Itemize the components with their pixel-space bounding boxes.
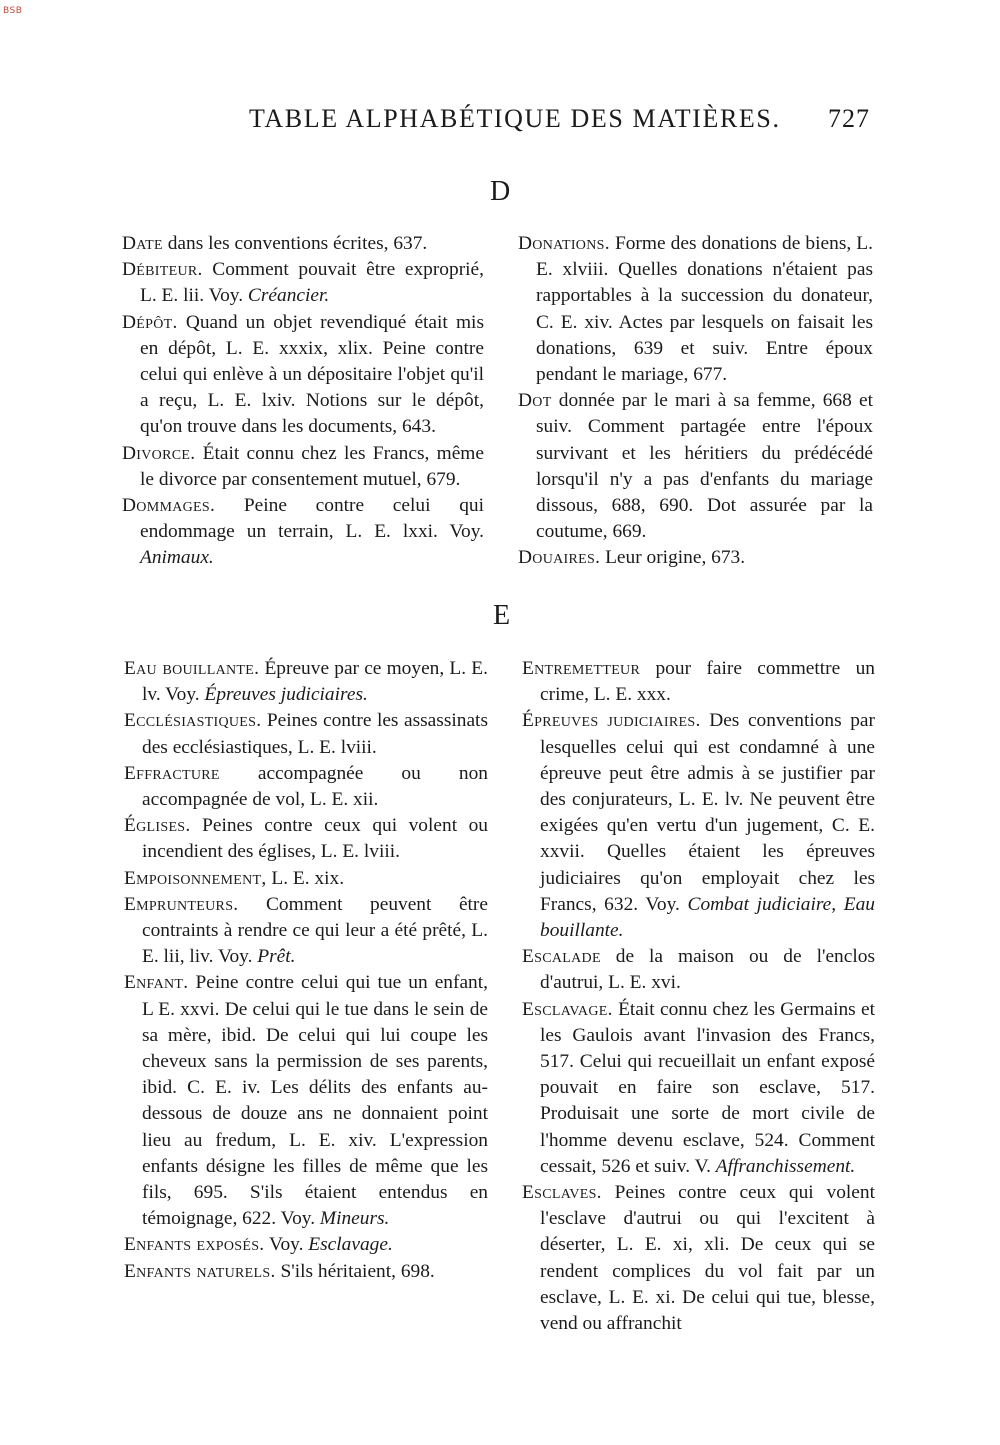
entry-head: Enfants exposés. xyxy=(124,1234,265,1256)
entry-crossref: Esclavage. xyxy=(308,1234,393,1256)
entry-text: Des conventions par lesquelles celui qui est condamné à une épreuve peut être admis à se justifier par des conjurateurs, L. E. lv. Ne peuvent être exigées qu'en vertu d'un jugement, C. E. xxvii. Quelles étaient les épreuves judiciaires qu'on employait chez les Francs, 632. Voy. xyxy=(540,710,875,915)
index-entry xyxy=(122,493,484,572)
entry-crossref: Animaux. xyxy=(140,547,214,569)
index-entry xyxy=(124,1232,488,1258)
entry-head: Esclavage. xyxy=(522,998,613,1020)
index-entry xyxy=(522,708,875,944)
entry-head: Enfants naturels. xyxy=(124,1260,276,1282)
entry-text: Voy. xyxy=(264,1234,309,1256)
entry-text: Quand un objet revendiqué était mis en dépôt, L. E. xxxix, xlix. Peine contre celui qui enlève à un dépositaire l'objet qu'il a reçu, L. E. lxiv. Notions sur le dépôt, qu'on trouve dans les documents, 643. xyxy=(140,311,484,438)
entry-text: Peines contre ceux qui volent ou incendient des églises, L. E. lviii. xyxy=(142,815,488,863)
index-entry xyxy=(122,257,484,309)
index-entry xyxy=(124,813,488,865)
index-entry xyxy=(522,997,875,1180)
entry-text: L. E. xix. xyxy=(266,867,345,889)
index-entry xyxy=(124,1259,488,1285)
entry-head: Dépôt. xyxy=(122,311,178,333)
entry-text: de la maison ou de l'enclos d'autrui, L. E. xvi. xyxy=(540,946,875,994)
entry-text: Peines contre ceux qui volent l'esclave d'autrui ou qui l'excitent à déserter, L. E. xi, xli. De ceux qui se rendent complices du vol fait par un esclave, L. E. xi. De celui qui tue, blesse, vend ou affranchit xyxy=(540,1182,875,1335)
entry-head: Entremetteur xyxy=(522,658,641,679)
entry-text: Était connu chez les Francs, même le divorce par consentement mutuel, 679. xyxy=(140,442,484,490)
entry-head: Empoisonnement, xyxy=(124,867,267,889)
entry-head: Date xyxy=(122,233,163,254)
entry-head: Emprunteurs. xyxy=(124,893,239,915)
entry-text: accompagnée ou non accompagnée de vol, L. E. xii. xyxy=(142,762,488,811)
entry-text: Peine contre celui qui tue un enfant, L E. xxvi. De celui qui le tue dans le sein de sa mère, ibid. De celui qui lui coupe les cheveux sans la permission de ses parents, ibid. C. E. iv. Les délits des enfants au-dessous de douze ans ne donnaient point lieu au fredum, L. E. xiv. L'expression enfants désigne les filles de même que les fils, 695. S'ils étaient entendus en témoignage, 622. Voy. xyxy=(142,972,488,1230)
entry-text: pour faire commettre un crime, L. E. xxx. xyxy=(540,658,875,706)
entry-crossref: Épreuves judiciaires. xyxy=(204,684,368,706)
index-entry xyxy=(522,1180,875,1337)
entry-text: Peine contre celui qui endommage un terrain, L. E. lxxi. Voy. xyxy=(140,495,484,543)
entry-head: Dommages. xyxy=(122,495,216,517)
entry-head: Esclaves. xyxy=(522,1182,602,1204)
index-entry xyxy=(124,761,488,813)
index-entry xyxy=(122,441,484,493)
entry-head: Effracture xyxy=(124,762,220,784)
entry-text: Était connu chez les Germains et les Gaulois avant l'invasion des Francs, 517. Celui qui recueillait un enfant exposé pouvait en faire son esclave, 517. Produisait une sorte de mort civile de l'homme devenu esclave, 524. Comment cessait, 526 et suiv. V. xyxy=(540,998,875,1177)
entry-crossref: Créancier. xyxy=(247,285,330,307)
entry-head: Ecclésiastiques. xyxy=(124,710,262,732)
entry-head: Églises. xyxy=(124,815,191,837)
index-entry xyxy=(522,656,875,708)
entry-text: Peines contre les assassinats des ecclésiastiques, L. E. lviii. xyxy=(142,710,488,758)
running-head: TABLE ALPHABÉTIQUE DES MATIÈRES. xyxy=(249,104,781,133)
column-e-right xyxy=(522,656,875,1337)
index-entry xyxy=(124,708,488,760)
entry-text: donnée par le mari à sa femme, 668 et suiv. Comment partagée entre l'époux survivant et les héritiers du prédécédé lorsqu'il n'y a pas d'enfants du mariage dissous, 688, 690. Dot assurée par la coutume, 669. xyxy=(536,390,873,543)
entry-head: Débiteur. xyxy=(122,259,203,281)
index-entry xyxy=(518,545,873,571)
entry-text: Épreuve par ce moyen, L. E. lv. Voy. xyxy=(142,658,488,706)
index-entry xyxy=(522,944,875,996)
column-e-left xyxy=(124,656,488,1285)
entry-text: Forme des donations de biens, L. E. xlviii. Quelles donations n'étaient pas rapportables à la succession du donateur, C. E. xiv. Actes par lesquels on faisait les donations, 639 et suiv. Entre époux pendant le mariage, 677. xyxy=(536,233,873,386)
index-entry xyxy=(122,231,484,257)
entry-crossref: Affranchissement. xyxy=(715,1155,856,1177)
entry-head: Douaires. xyxy=(518,547,601,569)
section-letter-e: E xyxy=(493,600,511,631)
index-entry xyxy=(124,866,488,892)
entry-crossref: Mineurs. xyxy=(319,1208,390,1230)
index-entry xyxy=(122,310,484,441)
index-entry xyxy=(518,388,873,545)
entry-text: S'ils héritaient, 698. xyxy=(275,1260,435,1282)
entry-text: dans les conventions écrites, 637. xyxy=(162,233,428,254)
column-d-left xyxy=(122,231,484,572)
index-entry xyxy=(124,892,488,971)
entry-head: Escalade xyxy=(522,946,601,968)
entry-head: Dot xyxy=(518,390,552,412)
entry-head: Donations. xyxy=(518,233,610,254)
entry-crossref: Combat judiciaire, Eau bouillante. xyxy=(540,893,875,942)
section-letter-d: D xyxy=(490,176,511,207)
index-entry xyxy=(124,970,488,1232)
index-entry xyxy=(518,231,873,388)
entry-crossref: Prêt. xyxy=(257,946,296,968)
column-d-right xyxy=(518,231,873,572)
entry-head: Eau bouillante. xyxy=(124,658,260,679)
index-entry xyxy=(124,656,488,708)
entry-text: Comment peuvent être contraints à rendre ce qui leur a été prêté, L. E. lii, liv. Voy. xyxy=(142,893,488,968)
entry-head: Épreuves judiciaires. xyxy=(522,710,701,732)
entry-head: Enfant. xyxy=(124,972,189,994)
entry-text: Comment pouvait être exproprié, L. E. lii. Voy. xyxy=(140,259,484,307)
watermark: BSB xyxy=(3,6,23,16)
entry-head: Divorce. xyxy=(122,442,196,464)
page-number: 727 xyxy=(828,104,870,133)
entry-text: Leur origine, 673. xyxy=(600,547,746,569)
